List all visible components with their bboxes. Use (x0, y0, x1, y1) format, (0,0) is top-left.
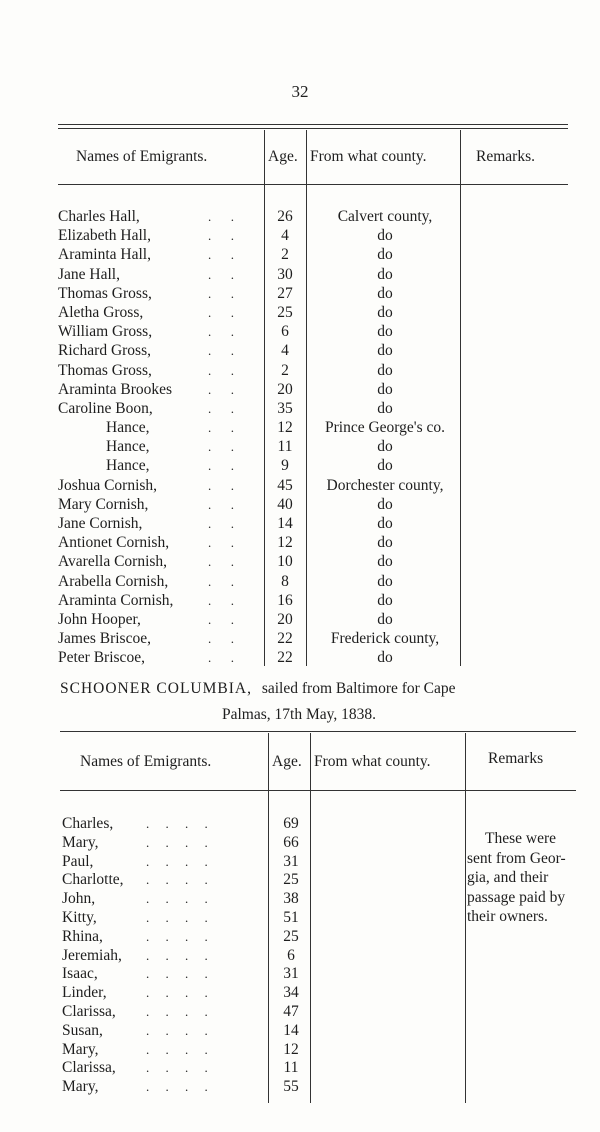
emigrant-name: Rhina, (62, 927, 103, 945)
emigrant-name: Hance, (106, 457, 150, 475)
emigrant-age: 20 (277, 380, 293, 398)
emigrant-age: 22 (277, 649, 293, 667)
table-1-header-names: Names of Emigrants. (76, 148, 208, 165)
table-row (62, 984, 572, 1003)
leader-dots: . . (208, 458, 234, 474)
emigrant-age: 51 (283, 908, 299, 926)
emigrant-county: Frederick county, (330, 630, 440, 648)
table-row (58, 322, 568, 341)
leader-dots: . . (208, 516, 234, 531)
table-2-header-rule (60, 790, 576, 791)
emigrant-age: 66 (283, 833, 299, 851)
emigrant-county: do (377, 534, 393, 552)
leader-dots: . . . . (146, 1041, 208, 1057)
emigrant-county: Dorchester county, (326, 476, 444, 494)
leader-dots: . . (208, 304, 234, 320)
emigrant-age: 4 (281, 227, 289, 245)
emigrant-age: 14 (283, 1021, 299, 1039)
table-row (58, 437, 568, 456)
emigrant-county: do (377, 284, 393, 302)
emigrant-county: do (377, 591, 393, 609)
emigrant-name: Araminta Cornish, (58, 591, 174, 609)
leader-dots: . . (208, 209, 234, 224)
table-row (58, 514, 568, 533)
leader-dots: . . (208, 324, 234, 340)
table-1-header-rule (58, 184, 568, 185)
emigrant-name: Thomas Gross, (58, 284, 152, 302)
emigrant-name: James Briscoe, (58, 630, 151, 648)
table-row (58, 552, 568, 571)
emigrant-county: do (377, 610, 393, 628)
leader-dots: . . . . (146, 853, 208, 869)
table-row (62, 1078, 572, 1097)
table-2-remarks (467, 829, 581, 927)
leader-dots: . . . . (146, 947, 208, 963)
table-row (58, 303, 568, 322)
remarks-line: their owners. (467, 908, 548, 925)
schooner-caption-line-1 (60, 680, 456, 698)
table-row (62, 1022, 572, 1041)
leader-dots: . . (208, 400, 234, 416)
table-row (58, 245, 568, 264)
emigrant-name: Antionet Cornish, (58, 534, 170, 552)
table-2-header-names: Names of Emigrants. (80, 753, 212, 770)
emigrant-county: do (377, 246, 393, 264)
leader-dots: . . (208, 439, 234, 455)
emigrant-county: do (377, 342, 393, 360)
leader-dots: . . (208, 631, 234, 647)
table-row (58, 207, 568, 226)
emigrant-county: do (377, 361, 393, 379)
leader-dots: . . . . (146, 1060, 208, 1076)
emigrant-age: 12 (277, 534, 293, 552)
emigrant-county: do (377, 649, 393, 667)
table-row (58, 456, 568, 475)
emigrant-age: 14 (277, 515, 293, 532)
emigrant-age: 8 (281, 572, 289, 590)
remarks-line: gia, and their (467, 869, 549, 886)
emigrant-age: 47 (283, 1002, 299, 1020)
emigrant-age: 11 (283, 1059, 299, 1077)
page-number: 32 (291, 82, 309, 101)
emigrant-name: Caroline Boon, (58, 399, 153, 417)
leader-dots: . . (208, 343, 234, 359)
emigrant-name: Mary, (62, 1040, 99, 1058)
table-1-top-rule (58, 124, 568, 125)
emigrant-county: do (377, 457, 393, 475)
emigrant-age: 4 (281, 342, 289, 360)
table-row (58, 226, 568, 245)
leader-dots: . . (208, 420, 234, 436)
emigrant-age: 20 (277, 610, 293, 628)
emigrant-county: do (377, 438, 393, 456)
emigrant-name: John Hooper, (58, 610, 141, 628)
emigrant-age: 30 (277, 265, 293, 283)
leader-dots: . . (208, 266, 234, 282)
emigrant-name: Mary, (62, 1078, 99, 1096)
emigrant-county: do (377, 303, 393, 321)
leader-dots: . . . . (146, 1003, 208, 1019)
leader-dots: . . . . (146, 1022, 208, 1038)
table-1-header-remarks: Remarks. (476, 148, 535, 165)
emigrant-age: 22 (277, 630, 293, 648)
emigrant-name: Jeremiah, (62, 946, 122, 964)
emigrant-age: 27 (277, 284, 293, 302)
leader-dots: . . (208, 285, 234, 301)
leader-dots: . . . . (146, 985, 208, 1001)
emigrant-age: 31 (283, 965, 299, 983)
emigrant-county: do (377, 399, 393, 417)
schooner-caption-line-2: Palmas, 17th May, 1838. (222, 706, 376, 723)
leader-dots: . . (208, 477, 234, 493)
caption-rest: sailed from Baltimore for Cape (261, 680, 456, 697)
leader-dots: . . (208, 573, 234, 589)
emigrant-name: Jane Hall, (58, 265, 120, 283)
emigrant-county: do (377, 495, 393, 513)
emigrant-name: Paul, (62, 852, 94, 870)
emigrant-age: 6 (281, 323, 289, 341)
emigrant-name: Peter Briscoe, (58, 649, 145, 667)
emigrant-age: 2 (281, 361, 289, 379)
emigrant-age: 10 (277, 553, 293, 571)
emigrant-age: 2 (281, 246, 289, 264)
table-row (58, 361, 568, 380)
emigrant-age: 6 (287, 946, 295, 964)
emigrant-name: Charles Hall, (58, 208, 140, 225)
emigrant-name: Kitty, (62, 908, 97, 926)
table-row (62, 1059, 572, 1078)
table-2-header-age: Age. (272, 753, 302, 770)
table-row (62, 965, 572, 984)
emigrant-name: William Gross, (58, 323, 153, 341)
emigrant-name: Linder, (62, 984, 107, 1002)
table-row (62, 947, 572, 966)
leader-dots: . . . . (146, 872, 208, 888)
leader-dots: . . (208, 535, 234, 551)
leader-dots: . . . . (146, 891, 208, 907)
emigrant-age: 40 (277, 495, 293, 513)
leader-dots: . . (208, 381, 234, 397)
emigrant-age: 45 (277, 476, 293, 494)
remarks-line: sent from Geor- (467, 849, 566, 867)
emigrant-name: Hance, (106, 419, 150, 437)
emigrant-age: 16 (277, 591, 293, 609)
emigrant-age: 35 (277, 399, 293, 417)
leader-dots: . . . . (146, 928, 208, 944)
table-row (58, 265, 568, 284)
table-1-header-age: Age. (268, 148, 298, 165)
table-row (58, 399, 568, 418)
table-2-header-remarks: Remarks (488, 750, 544, 767)
leader-dots: . . (208, 247, 234, 263)
emigrant-county: do (377, 553, 393, 571)
table-row (58, 610, 568, 629)
emigrant-county: do (377, 380, 393, 398)
emigrant-age: 26 (277, 208, 293, 225)
leader-dots: . . (208, 611, 234, 627)
emigrant-name: Richard Gross, (58, 342, 151, 360)
table-row (58, 533, 568, 552)
emigrant-age: 38 (283, 890, 299, 908)
emigrant-county: do (377, 515, 393, 532)
emigrant-county: do (377, 323, 393, 341)
leader-dots: . . . . (146, 966, 208, 982)
table-row (62, 1041, 572, 1060)
emigrant-name: Jane Cornish, (58, 515, 143, 532)
emigrant-name: Aletha Gross, (58, 303, 144, 321)
emigrant-name: Susan, (62, 1021, 103, 1039)
emigrant-age: 25 (283, 927, 299, 945)
emigrant-name: Mary Cornish, (58, 495, 149, 513)
emigrant-county: do (377, 227, 393, 245)
table-row (62, 1003, 572, 1022)
leader-dots: . . . . (146, 816, 208, 831)
table-row (58, 495, 568, 514)
table-1-header-county: From what county. (310, 148, 427, 165)
emigrant-name: Clarissa, (62, 1059, 116, 1077)
emigrant-age: 69 (283, 815, 299, 832)
emigrant-name: Arabella Cornish, (58, 572, 169, 590)
table-row (58, 341, 568, 360)
leader-dots: . . (208, 650, 234, 666)
leader-dots: . . . . (146, 909, 208, 925)
emigrant-name: Joshua Cornish, (58, 476, 158, 494)
emigrant-name: Avarella Cornish, (58, 553, 168, 571)
table-row (58, 418, 568, 437)
table-row (62, 928, 572, 947)
emigrant-age: 12 (283, 1040, 299, 1058)
emigrant-name: John, (62, 890, 96, 908)
emigrant-age: 11 (277, 438, 293, 456)
emigrant-name: Araminta Brookes (58, 380, 173, 398)
table-2-top-rule (60, 731, 576, 732)
leader-dots: . . . . (146, 834, 208, 850)
ship-name: SCHOONER COLUMBIA, (60, 680, 252, 697)
emigrant-name: Hance, (106, 438, 150, 456)
emigrant-name: Araminta Hall, (58, 246, 151, 264)
emigrant-name: Charlotte, (62, 871, 124, 889)
leader-dots: . . (208, 554, 234, 570)
emigrant-age: 25 (283, 871, 299, 889)
table-row (58, 476, 568, 495)
emigrant-county: Prince George's co. (324, 419, 445, 437)
emigrant-name: Thomas Gross, (58, 361, 152, 379)
leader-dots: . . (208, 362, 234, 378)
table-row (58, 648, 568, 667)
leader-dots: . . (208, 592, 234, 608)
emigrant-age: 31 (283, 852, 299, 870)
emigrant-name: Elizabeth Hall, (58, 227, 151, 245)
emigrant-name: Isaac, (62, 965, 98, 983)
emigrant-county: do (377, 265, 393, 283)
table-row (58, 591, 568, 610)
emigrant-name: Mary, (62, 833, 99, 851)
leader-dots: . . (208, 496, 234, 512)
emigrant-age: 9 (281, 457, 289, 475)
emigrant-age: 12 (277, 419, 293, 437)
emigrant-county: Calvert county, (337, 208, 433, 225)
leader-dots: . . . . (146, 1079, 208, 1095)
emigrant-name: Clarissa, (62, 1002, 116, 1020)
leader-dots: . . (208, 228, 234, 244)
emigrant-county: do (377, 572, 393, 590)
table-row (58, 572, 568, 591)
emigrant-age: 34 (283, 984, 299, 1002)
table-row (58, 629, 568, 648)
emigrant-name: Charles, (62, 815, 114, 832)
emigrant-age: 55 (283, 1078, 299, 1096)
remarks-line: These were (485, 830, 556, 847)
table-1-body (58, 207, 568, 668)
emigrant-age: 25 (277, 303, 293, 321)
table-row (58, 284, 568, 303)
remarks-line: passage paid by (467, 888, 566, 906)
table-2-header-county: From what county. (314, 753, 431, 770)
table-1-top-rule-2 (58, 128, 568, 129)
table-row (58, 380, 568, 399)
